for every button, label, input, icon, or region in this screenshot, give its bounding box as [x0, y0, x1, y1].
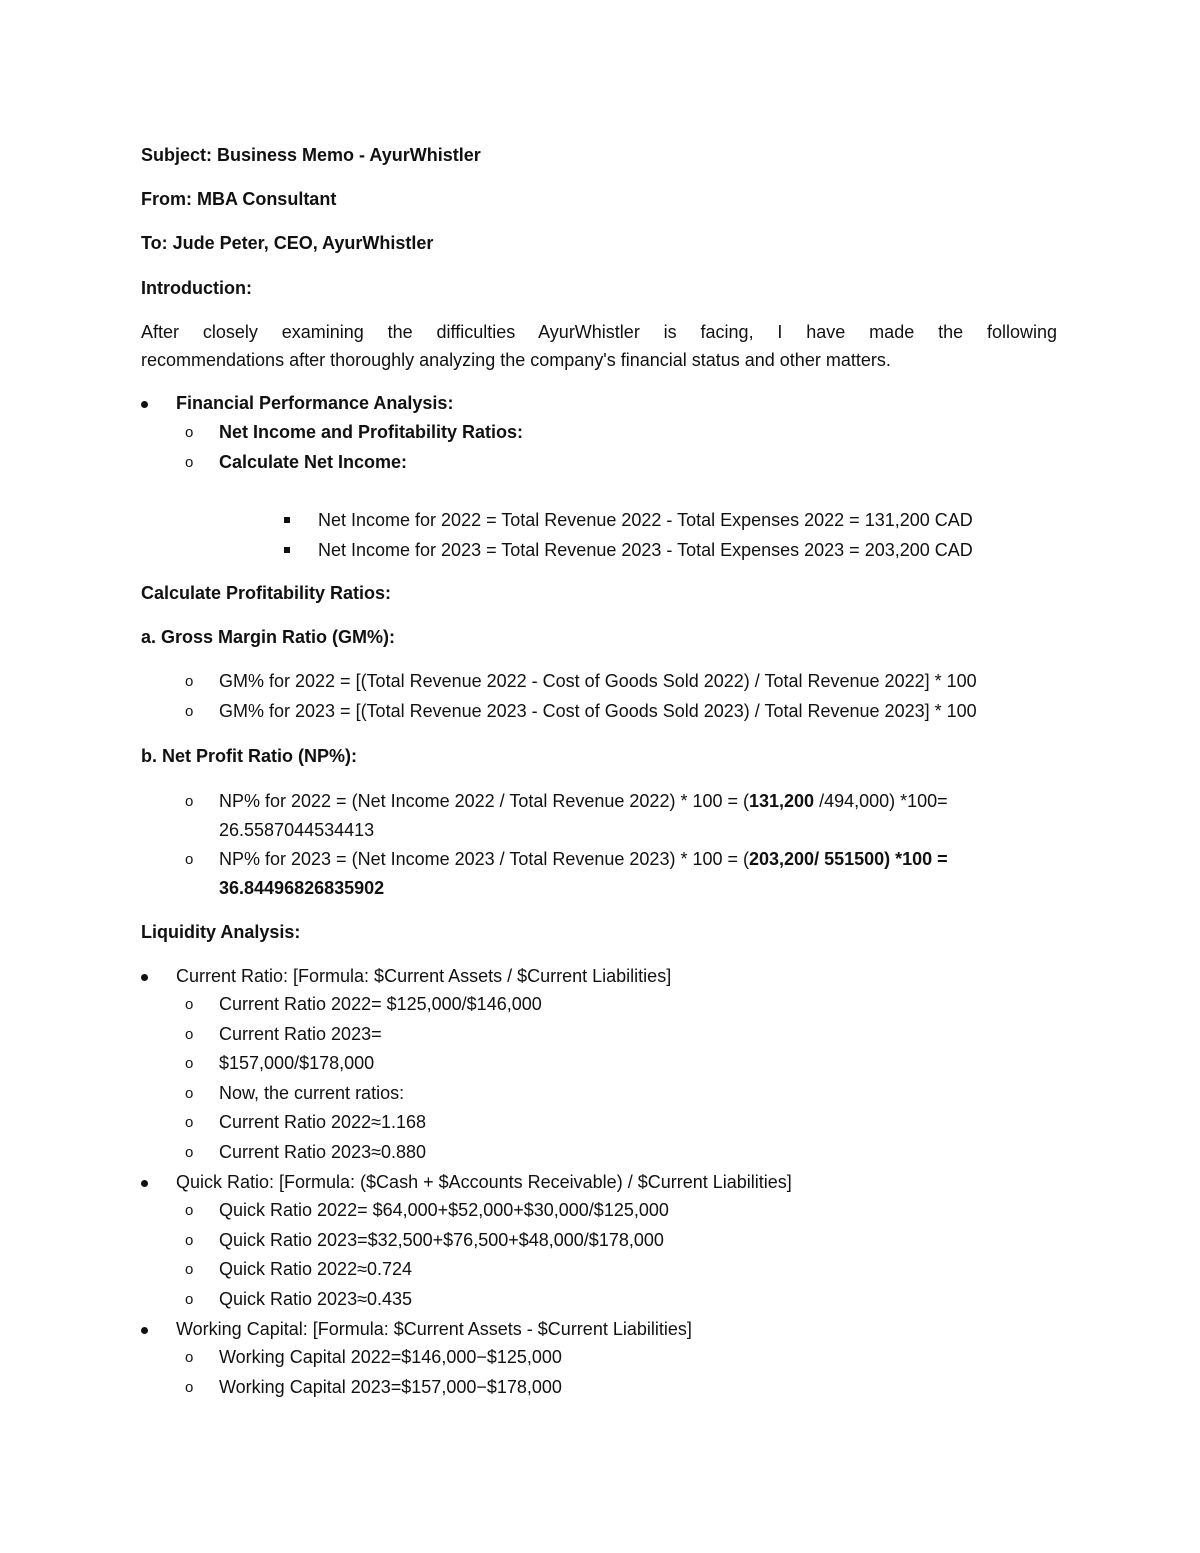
gm-2023: GM% for 2023 = [(Total Revenue 2023 - Cost of Goods Sold 2023) / Total Revenue 2023] * 100: [219, 701, 977, 721]
intro-line-2: recommendations after thoroughly analyzing the company's financial status and other matters.: [141, 350, 891, 370]
quick-ratio-item: Quick Ratio 2023=$32,500+$76,500+$48,000/$178,000: [219, 1230, 664, 1250]
gm-2022: GM% for 2022 = [(Total Revenue 2022 - Cost of Goods Sold 2022) / Total Revenue 2022] * 100: [219, 671, 977, 691]
current-ratio-item: Now, the current ratios:: [219, 1083, 405, 1103]
np-2023-formula: NP% for 2023 = (Net Income 2023 / Total Revenue 2023) * 100 = (: [219, 849, 749, 869]
quick-ratio-item: Quick Ratio 2022= $64,000+$52,000+$30,000/$125,000: [219, 1200, 669, 1220]
np-2022-result: 26.5587044534413: [219, 820, 375, 840]
current-ratio-formula: Current Ratio: [Formula: $Current Assets / $Current Liabilities]: [176, 966, 672, 986]
intro-line-1: After closely examining the difficulties AyurWhistler is facing, I have made the following: [141, 322, 1057, 342]
np-2023-line: [219, 847, 948, 871]
bullet-circle-icon: o: [185, 1349, 194, 1366]
bullet-disc-icon: [141, 1170, 148, 1194]
working-capital-item: Working Capital 2023=$157,000−$178,000: [219, 1377, 562, 1397]
bullet-circle-icon: o: [185, 703, 194, 720]
current-ratio-item: Current Ratio 2023=: [219, 1024, 382, 1044]
working-capital-formula: Working Capital: [Formula: $Current Assets - $Current Liabilities]: [176, 1319, 692, 1339]
memo-from: From: MBA Consultant: [141, 189, 337, 209]
net-income-2023: Net Income for 2023 = Total Revenue 2023 - Total Expenses 2023 = 203,200 CAD: [318, 540, 973, 560]
bullet-disc-icon: [141, 1317, 148, 1341]
net-profit-heading: b. Net Profit Ratio (NP%):: [141, 746, 357, 766]
np-2022-formula-end: /494,000) *100=: [814, 791, 948, 811]
bullet-circle-icon: o: [185, 1144, 194, 1161]
memo-to: To: Jude Peter, CEO, AyurWhistler: [141, 233, 434, 253]
net-income-profitability-heading: Net Income and Profitability Ratios:: [219, 422, 524, 442]
current-ratio-item: Current Ratio 2022≈1.168: [219, 1112, 427, 1132]
working-capital-item: Working Capital 2022=$146,000−$125,000: [219, 1347, 562, 1367]
bullet-disc-icon: [141, 391, 148, 415]
bullet-circle-icon: o: [185, 424, 194, 441]
profitability-heading: Calculate Profitability Ratios:: [141, 583, 392, 603]
np-2023-result: 36.84496826835902: [219, 878, 385, 898]
bullet-square-icon: [284, 537, 290, 561]
memo-subject: Subject: Business Memo - AyurWhistler: [141, 145, 481, 165]
current-ratio-item: Current Ratio 2023≈0.880: [219, 1142, 427, 1162]
bullet-circle-icon: o: [185, 1291, 194, 1308]
np-2022-line: [219, 789, 948, 813]
bullet-circle-icon: o: [185, 851, 194, 868]
quick-ratio-item: Quick Ratio 2022≈0.724: [219, 1259, 412, 1279]
quick-ratio-item: Quick Ratio 2023≈0.435: [219, 1289, 412, 1309]
net-income-2022: Net Income for 2022 = Total Revenue 2022 - Total Expenses 2022 = 131,200 CAD: [318, 510, 973, 530]
bullet-circle-icon: o: [185, 1114, 194, 1131]
quick-ratio-formula: Quick Ratio: [Formula: ($Cash + $Accounts Receivable) / $Current Liabilities]: [176, 1172, 792, 1192]
bullet-circle-icon: o: [185, 454, 194, 471]
gross-margin-heading: a. Gross Margin Ratio (GM%):: [141, 627, 396, 647]
current-ratio-item: $157,000/$178,000: [219, 1053, 375, 1073]
financial-heading: Financial Performance Analysis:: [176, 393, 454, 413]
calculate-net-income-heading: Calculate Net Income:: [219, 452, 408, 472]
current-ratio-item: Current Ratio 2022= $125,000/$146,000: [219, 994, 542, 1014]
bullet-disc-icon: [141, 964, 148, 988]
bullet-circle-icon: o: [185, 996, 194, 1013]
np-2022-formula: NP% for 2022 = (Net Income 2022 / Total Revenue 2022) * 100 = (: [219, 791, 749, 811]
bullet-circle-icon: o: [185, 1202, 194, 1219]
np-2022-net-income: 131,200: [749, 791, 815, 811]
bullet-circle-icon: o: [185, 1261, 194, 1278]
bullet-square-icon: [284, 507, 290, 531]
intro-heading: Introduction:: [141, 278, 252, 298]
bullet-circle-icon: o: [185, 673, 194, 690]
bullet-circle-icon: o: [185, 1232, 194, 1249]
bullet-circle-icon: o: [185, 1379, 194, 1396]
bullet-circle-icon: o: [185, 1085, 194, 1102]
bullet-circle-icon: o: [185, 1026, 194, 1043]
np-2023-values: 203,200/ 551500) *100 =: [749, 849, 948, 869]
bullet-circle-icon: o: [185, 1055, 194, 1072]
bullet-circle-icon: o: [185, 793, 194, 810]
liquidity-heading: Liquidity Analysis:: [141, 922, 301, 942]
